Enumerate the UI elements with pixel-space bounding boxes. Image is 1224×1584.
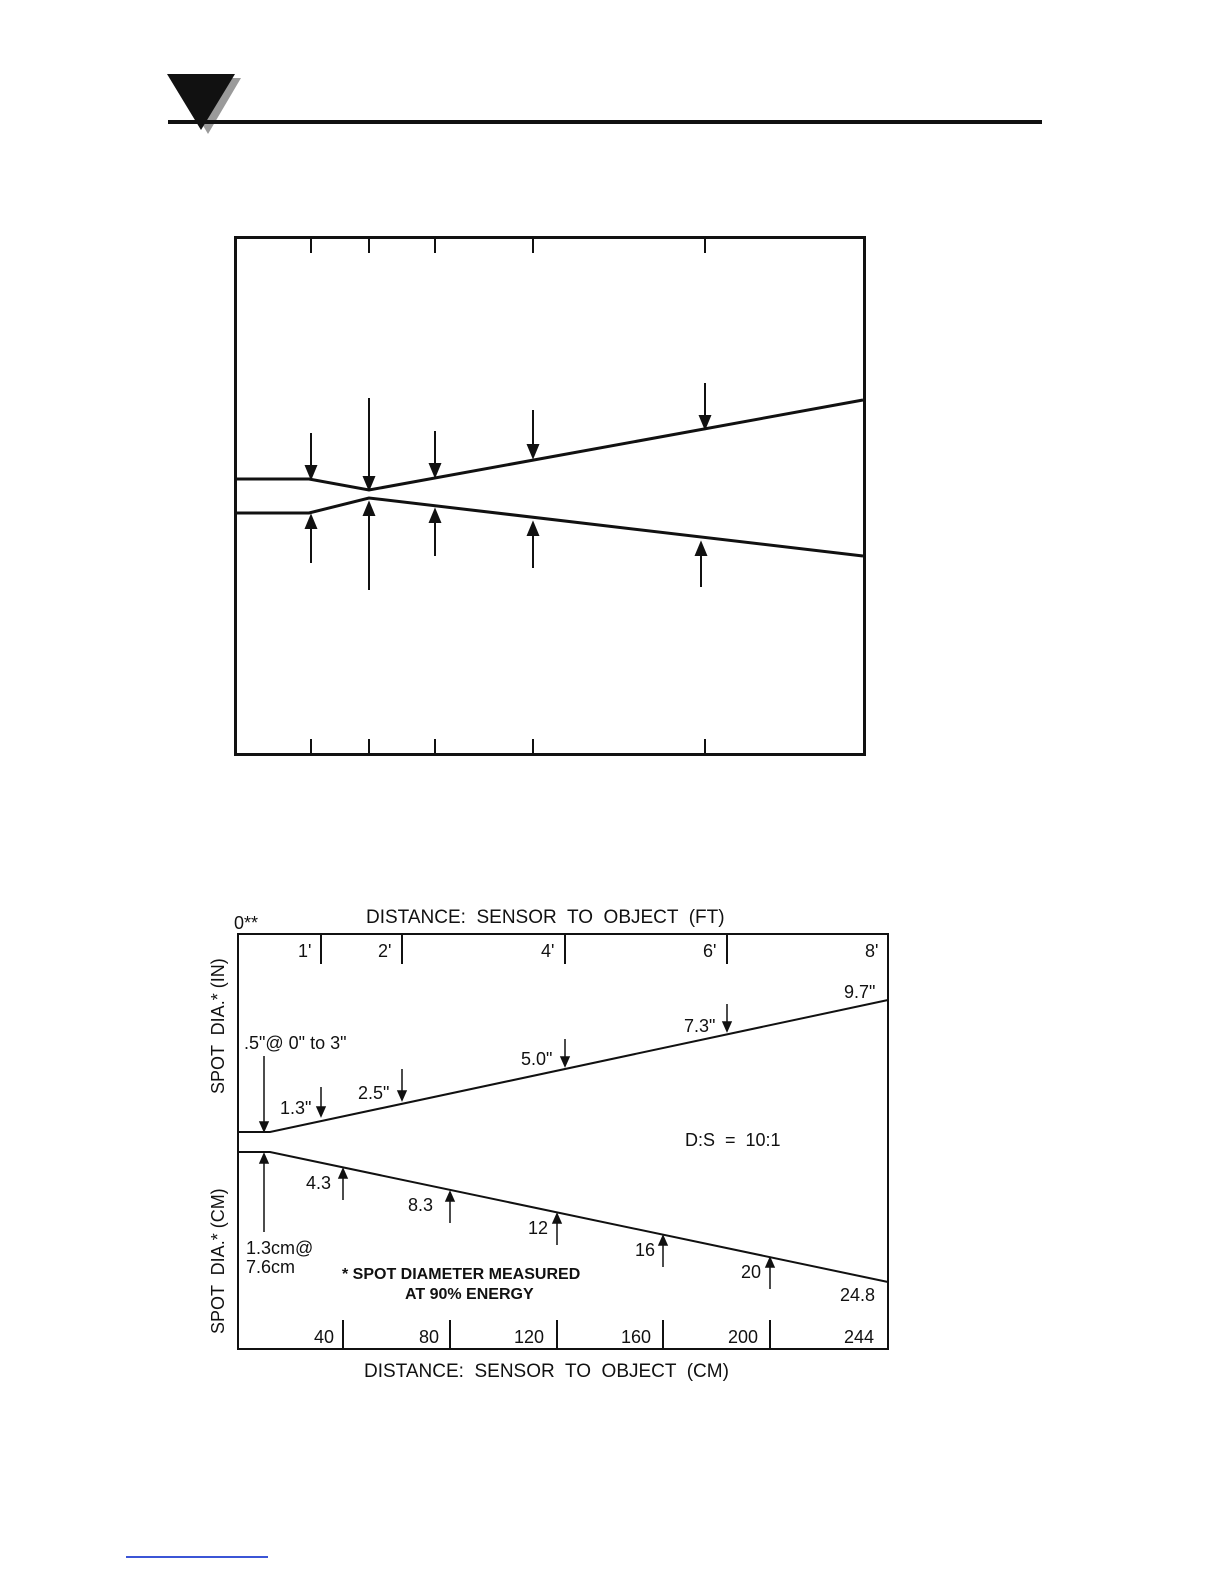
triangle-down-icon xyxy=(165,70,245,136)
cm-callout-24-8: 24.8 xyxy=(840,1285,876,1305)
cm-callout-16: 16 xyxy=(635,1240,656,1260)
cm-callout-12: 12 xyxy=(528,1218,549,1238)
inch-callout-7-3: 7.3" xyxy=(684,1016,716,1036)
ft-tick-label-6: 6' xyxy=(703,941,717,961)
ft-tick-label-1: 1' xyxy=(298,941,312,961)
cm-callout-8-3: 8.3 xyxy=(408,1195,434,1215)
ratio-label: D:S = 10:1 xyxy=(685,1130,781,1150)
cm-callout-4-3: 4.3 xyxy=(306,1173,332,1193)
start-note-cm-line2: 7.6cm xyxy=(246,1257,296,1277)
left-label-lower: SPOT DIA.* (CM) xyxy=(208,1188,228,1334)
bottom-ticks xyxy=(311,739,705,753)
diagram-frame xyxy=(238,934,888,1349)
inch-callout-1-3: 1.3" xyxy=(280,1098,312,1118)
top-axis-label: DISTANCE: SENSOR TO OBJECT (FT) xyxy=(366,907,725,928)
cm-tick-label-200: 200 xyxy=(728,1327,759,1347)
cm-tick-label-40: 40 xyxy=(314,1327,335,1347)
start-arrows xyxy=(260,1056,268,1232)
inch-callout-2-5: 2.5" xyxy=(358,1083,390,1103)
origin-label: 0** xyxy=(234,913,259,933)
cm-ticks xyxy=(343,1320,770,1348)
start-note-in: .5"@ 0" to 3" xyxy=(244,1033,347,1053)
note-line-2: AT 90% ENERGY xyxy=(405,1286,534,1303)
beam-upper-line xyxy=(237,400,863,490)
ft-tick-label-2: 2' xyxy=(378,941,392,961)
footer-link-underline xyxy=(126,1556,268,1558)
cm-callout-20: 20 xyxy=(741,1262,762,1282)
bottom-axis-label: DISTANCE: SENSOR TO OBJECT (CM) xyxy=(364,1361,729,1382)
start-note-cm-line1: 1.3cm@ xyxy=(246,1238,314,1258)
cm-tick-label-160: 160 xyxy=(621,1327,652,1347)
cm-tick-label-120: 120 xyxy=(514,1327,545,1347)
inch-callout-5-0: 5.0" xyxy=(521,1049,553,1069)
cm-tick-label-244: 244 xyxy=(844,1327,875,1347)
top-ticks xyxy=(311,239,705,253)
cm-tick-label-80: 80 xyxy=(419,1327,440,1347)
inch-callout-9-7: 9.7" xyxy=(844,982,876,1002)
down-arrows xyxy=(306,383,710,489)
beam-upper-line xyxy=(239,1000,888,1132)
spot-size-diagram xyxy=(200,900,900,1390)
beam-lower-line xyxy=(237,498,863,556)
ft-tick-label-8: 8' xyxy=(865,941,879,961)
up-arrows xyxy=(306,503,706,590)
blank-spot-diagram xyxy=(234,236,868,760)
diagram-frame xyxy=(236,238,865,755)
header-rule xyxy=(168,120,1042,124)
ft-tick-label-4: 4' xyxy=(541,941,555,961)
beam-lower-line xyxy=(239,1152,888,1282)
left-label-upper: SPOT DIA.* (IN) xyxy=(208,958,228,1094)
note-line-1: * SPOT DIAMETER MEASURED xyxy=(342,1266,581,1283)
